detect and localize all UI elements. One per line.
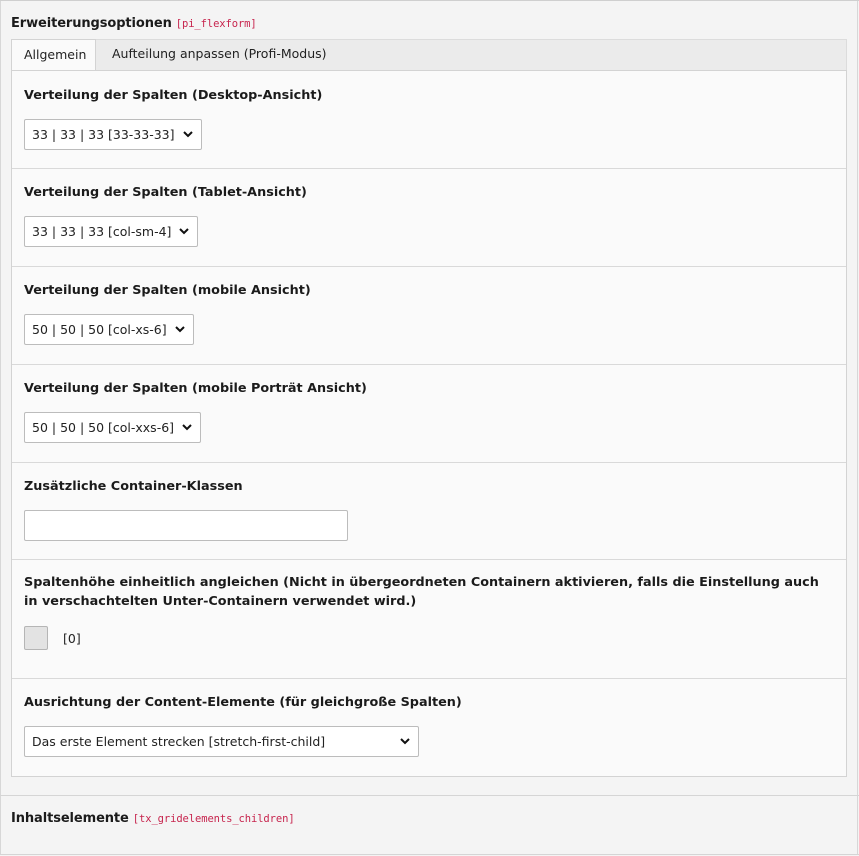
section-desktop bbox=[12, 71, 846, 169]
extension-options-heading bbox=[11, 16, 257, 31]
tablet-select-value: 33 | 33 | 33 [col-sm-4] bbox=[32, 224, 172, 239]
mobile-portrait-select[interactable] bbox=[24, 412, 201, 443]
alignment-select[interactable] bbox=[24, 726, 419, 757]
section-alignment bbox=[12, 679, 846, 776]
mobile-select[interactable] bbox=[24, 314, 194, 345]
container-classes-input[interactable] bbox=[24, 510, 348, 541]
desktop-select[interactable] bbox=[24, 119, 202, 150]
mobile-select-value: 50 | 50 | 50 [col-xs-6] bbox=[32, 322, 167, 337]
container-classes-title: Zusätzliche Container-Klassen bbox=[24, 479, 243, 494]
tablet-title: Verteilung der Spalten (Tablet-Ansicht) bbox=[24, 185, 307, 200]
section-equal-height bbox=[12, 560, 846, 679]
equal-height-checkbox[interactable] bbox=[24, 626, 48, 650]
desktop-title: Verteilung der Spalten (Desktop-Ansicht) bbox=[24, 88, 323, 103]
alignment-title: Ausrichtung der Content-Elemente (für gleichgroße Spalten) bbox=[24, 695, 462, 710]
chevron-down-icon bbox=[179, 228, 189, 235]
section-divider bbox=[0, 795, 859, 796]
desktop-select-value: 33 | 33 | 33 [33-33-33] bbox=[32, 127, 175, 142]
chevron-down-icon bbox=[175, 326, 185, 333]
tablet-select[interactable] bbox=[24, 216, 198, 247]
section-container-classes bbox=[12, 463, 846, 560]
equal-height-value: [0] bbox=[63, 631, 81, 646]
mobile-portrait-select-value: 50 | 50 | 50 [col-xxs-6] bbox=[32, 420, 175, 435]
tab-bar bbox=[11, 39, 847, 71]
content-elements-field-key: [tx_gridelements_children] bbox=[132, 813, 295, 825]
alignment-select-value: Das erste Element strecken [stretch-first-child] bbox=[32, 734, 326, 749]
chevron-down-icon bbox=[400, 738, 410, 745]
top-border bbox=[0, 0, 859, 1]
content-elements-label: Inhaltselemente bbox=[11, 811, 129, 826]
tab-profi-modus[interactable]: Aufteilung anpassen (Profi-Modus) bbox=[112, 46, 327, 61]
mobile-title: Verteilung der Spalten (mobile Ansicht) bbox=[24, 283, 311, 298]
tab-allgemein[interactable]: Allgemein bbox=[11, 39, 96, 72]
chevron-down-icon bbox=[182, 424, 192, 431]
extension-options-label: Erweiterungsoptionen bbox=[11, 16, 172, 31]
content-elements-heading bbox=[11, 811, 295, 826]
section-mobile bbox=[12, 267, 846, 365]
equal-height-title: Spaltenhöhe einheitlich angleichen (Nicht in übergeordneten Containern aktivieren, falls die Einstellung auch in verschachtelten Unter-Containern verwendet wird.) bbox=[24, 575, 819, 609]
extension-options-field-key: [pi_flexform] bbox=[175, 18, 257, 30]
section-mobile-portrait bbox=[12, 365, 846, 463]
tab-panel-allgemein bbox=[11, 70, 847, 777]
bottom-divider bbox=[0, 854, 859, 855]
mobile-portrait-title: Verteilung der Spalten (mobile Porträt Ansicht) bbox=[24, 381, 367, 396]
chevron-down-icon bbox=[183, 131, 193, 138]
section-tablet bbox=[12, 169, 846, 267]
